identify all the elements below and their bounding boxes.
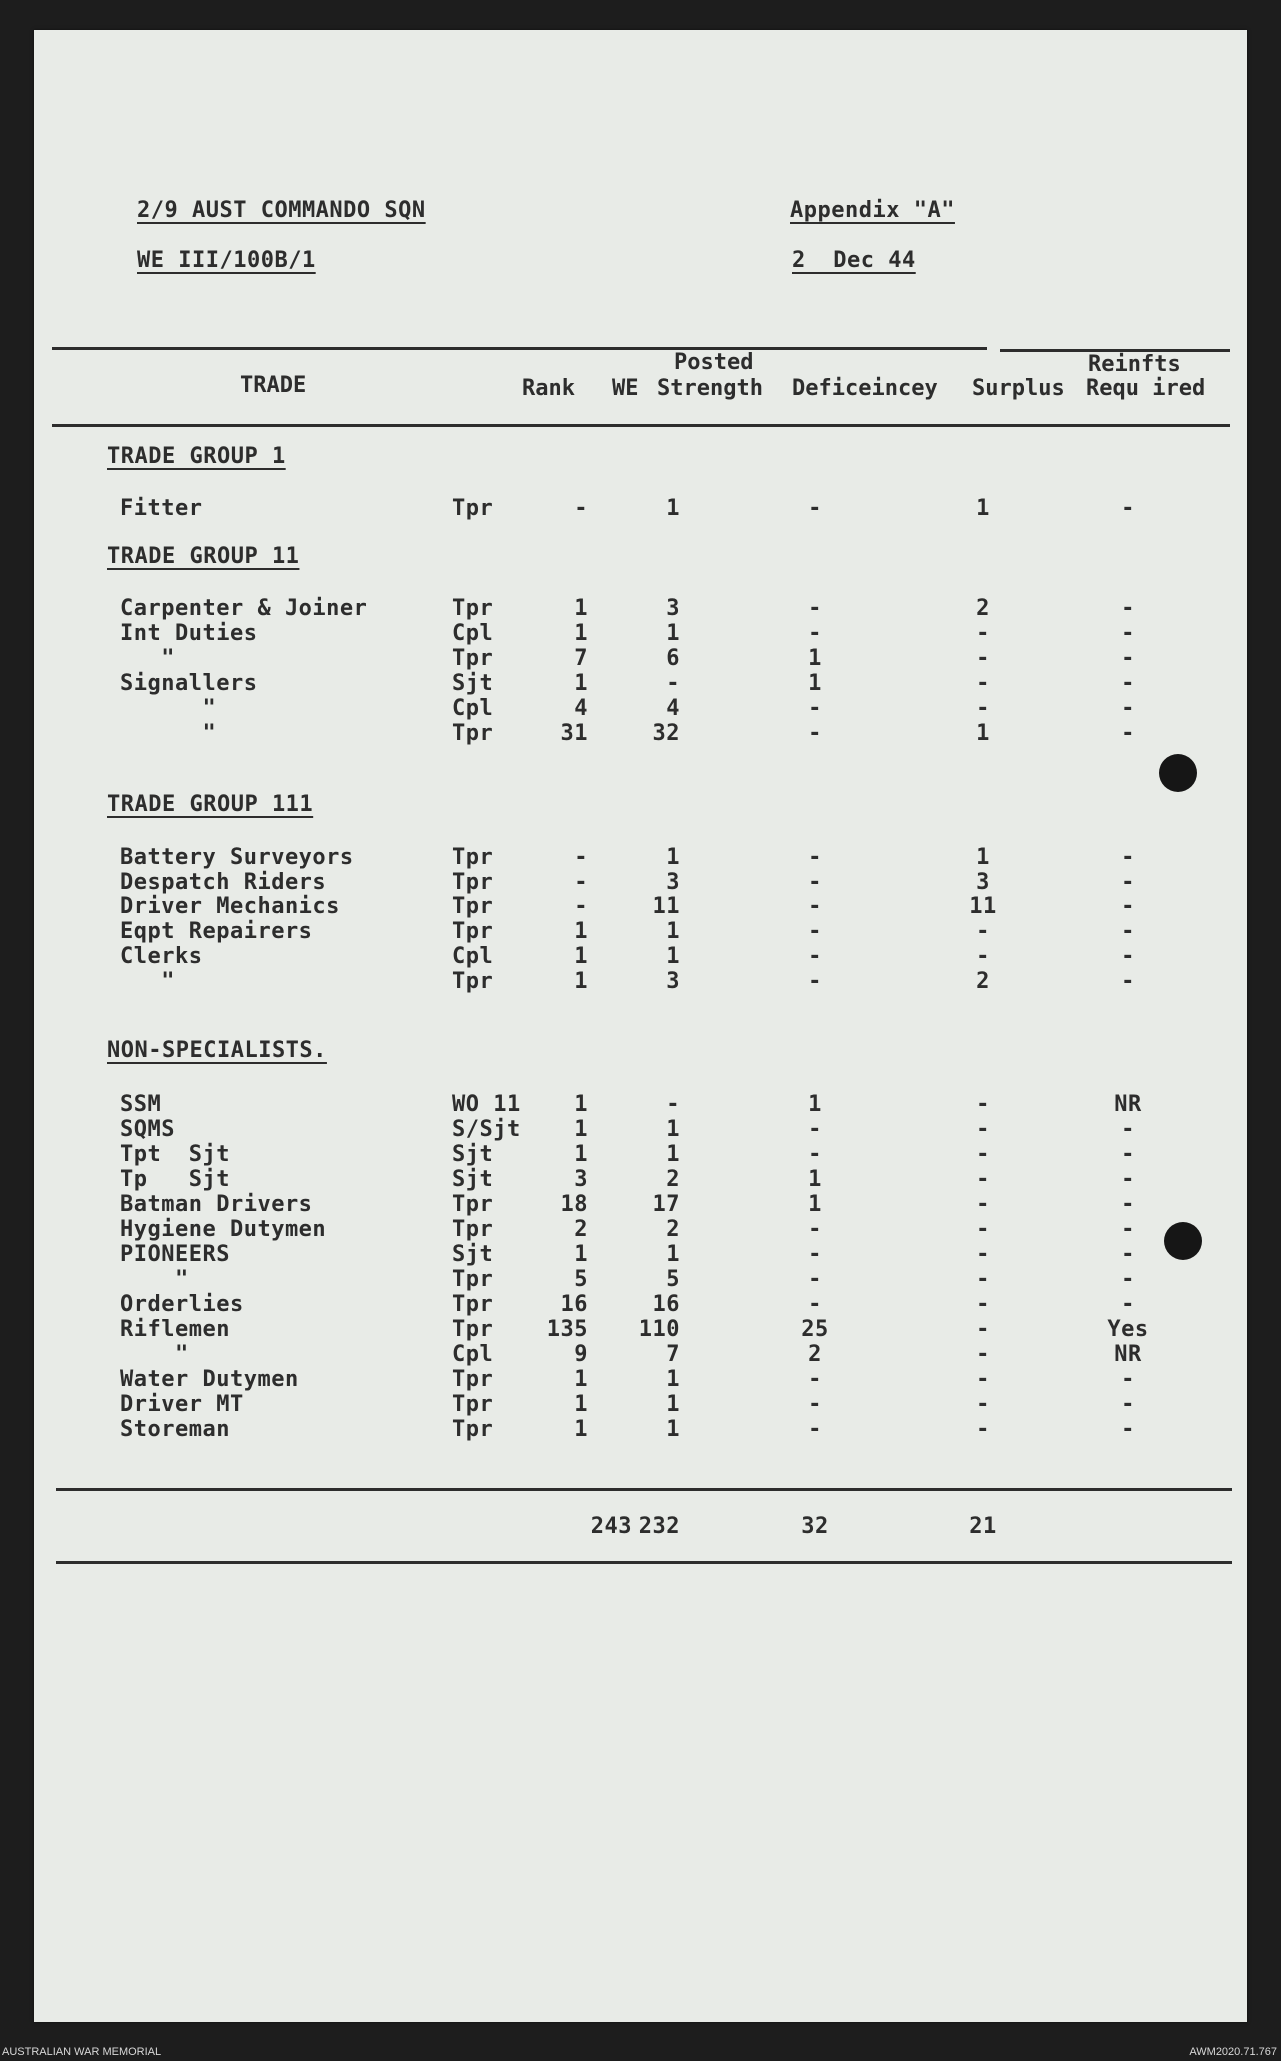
cell-rank: WO 11 (452, 1092, 521, 1117)
cell-rein: - (1121, 894, 1135, 919)
cell-rein: - (1121, 944, 1135, 969)
cell-sur: - (976, 1192, 990, 1217)
table-row (0, 919, 1281, 944)
cell-def: - (808, 1242, 822, 1267)
cell-rank: Tpr (452, 1367, 494, 1392)
table-row (0, 870, 1281, 895)
cell-rein: - (1121, 1392, 1135, 1417)
cell-def: - (808, 1117, 822, 1142)
table-row (0, 1217, 1281, 1242)
cell-rein: - (1121, 919, 1135, 944)
cell-posted: - (666, 671, 680, 696)
cell-we: - (574, 845, 588, 870)
cell-we: 5 (574, 1267, 588, 1292)
cell-def: 1 (808, 1167, 822, 1192)
table-row (0, 1392, 1281, 1417)
table-row (0, 894, 1281, 919)
cell-posted: 3 (666, 596, 680, 621)
cell-trade: Int Duties (120, 621, 258, 646)
table-row (0, 1192, 1281, 1217)
cell-we: 1 (574, 1367, 588, 1392)
cell-def: - (808, 596, 822, 621)
unit-title: 2/9 AUST COMMANDO SQN (137, 198, 426, 223)
cell-trade: Driver Mechanics (120, 894, 340, 919)
cell-posted: 1 (666, 1417, 680, 1442)
cell-trade: Battery Surveyors (120, 845, 354, 870)
table-row (0, 1142, 1281, 1167)
footer-reference: AWM2020.71.767 (1189, 2046, 1277, 2058)
cell-trade: SSM (120, 1092, 162, 1117)
cell-def: 1 (808, 1192, 822, 1217)
cell-posted: 1 (666, 1142, 680, 1167)
trade-group-title: TRADE GROUP 11 (107, 544, 300, 569)
col-rank: Rank (522, 376, 575, 401)
cell-def: 2 (808, 1342, 822, 1367)
cell-we: 1 (574, 596, 588, 621)
cell-sur: - (976, 1242, 990, 1267)
cell-we: 1 (574, 1392, 588, 1417)
totals-row (0, 1514, 1281, 1539)
cell-we: 1 (574, 1242, 588, 1267)
table-row (0, 1117, 1281, 1142)
cell-posted: 2 (666, 1167, 680, 1192)
cell-trade: SQMS (120, 1117, 175, 1142)
cell-sur: 1 (976, 496, 990, 521)
cell-rein: - (1121, 646, 1135, 671)
cell-we: 2 (574, 1217, 588, 1242)
cell-sur: - (976, 696, 990, 721)
cell-rank: Tpr (452, 870, 494, 895)
cell-sur: - (976, 944, 990, 969)
cell-rein: - (1121, 671, 1135, 696)
totals-rule-top (56, 1488, 1232, 1491)
col-reinfts-top: Reinfts (1088, 352, 1181, 377)
cell-trade: Water Dutymen (120, 1367, 299, 1392)
cell-trade: Storeman (120, 1417, 230, 1442)
cell-rank: Tpr (452, 721, 494, 746)
cell-posted: 5 (666, 1267, 680, 1292)
cell-we: 7 (574, 646, 588, 671)
cell-we: 1 (574, 1417, 588, 1442)
cell-rein: - (1121, 1142, 1135, 1167)
cell-posted: 7 (666, 1342, 680, 1367)
cell-posted: 1 (666, 496, 680, 521)
cell-we: 1 (574, 969, 588, 994)
cell-rank: Sjt (452, 1167, 494, 1192)
cell-we: 1 (574, 621, 588, 646)
cell-posted: 32 (652, 721, 680, 746)
cell-we: 16 (560, 1292, 588, 1317)
we-reference: WE III/100B/1 (137, 248, 316, 273)
cell-trade: Orderlies (120, 1292, 244, 1317)
cell-def: - (808, 845, 822, 870)
cell-rank: Sjt (452, 1142, 494, 1167)
cell-trade: Despatch Riders (120, 870, 327, 895)
cell-posted: 11 (652, 894, 680, 919)
cell-posted: 1 (666, 1367, 680, 1392)
cell-trade: Riflemen (120, 1317, 230, 1342)
cell-def: - (808, 919, 822, 944)
cell-we: 1 (574, 919, 588, 944)
cell-rank: Tpr (452, 1267, 494, 1292)
cell-def: - (808, 1417, 822, 1442)
table-row (0, 1367, 1281, 1392)
cell-def: 1 (808, 646, 822, 671)
cell-sur: 1 (976, 845, 990, 870)
cell-rank: Tpr (452, 1417, 494, 1442)
cell-sur: 2 (976, 596, 990, 621)
cell-posted: 17 (652, 1192, 680, 1217)
cell-trade: " (120, 721, 217, 746)
table-row (0, 944, 1281, 969)
cell-def: - (808, 496, 822, 521)
col-reinfts-bottom: Requ ired (1086, 376, 1206, 401)
cell-rank: Tpr (452, 496, 494, 521)
appendix-label: Appendix "A" (790, 198, 955, 223)
cell-rank: Tpr (452, 969, 494, 994)
cell-sur: - (976, 1217, 990, 1242)
table-row (0, 721, 1281, 746)
cell-we: - (574, 496, 588, 521)
cell-rank: Sjt (452, 671, 494, 696)
cell-trade: Clerks (120, 944, 203, 969)
table-row (0, 1292, 1281, 1317)
col-posted-top: Posted (674, 350, 754, 375)
table-row (0, 1317, 1281, 1342)
cell-def: - (808, 721, 822, 746)
cell-sur: - (976, 621, 990, 646)
cell-posted: 1 (666, 621, 680, 646)
cell-posted: 1 (666, 919, 680, 944)
cell-trade: " (120, 1267, 189, 1292)
cell-rein: - (1121, 1292, 1135, 1317)
cell-def: - (808, 621, 822, 646)
cell-def: - (808, 1367, 822, 1392)
cell-rein: - (1121, 1242, 1135, 1267)
cell-we: 31 (560, 721, 588, 746)
cell-rein: - (1121, 696, 1135, 721)
footer-archive: AUSTRALIAN WAR MEMORIAL (2, 2046, 162, 2058)
cell-trade: " (120, 646, 175, 671)
cell-def: - (808, 1142, 822, 1167)
cell-rein: - (1121, 1217, 1135, 1242)
cell-def: - (808, 1267, 822, 1292)
cell-rank: Cpl (452, 621, 494, 646)
cell-sur: - (976, 1392, 990, 1417)
cell-rein: - (1121, 596, 1135, 621)
table-row (0, 1342, 1281, 1367)
cell-rein: NR (1114, 1092, 1142, 1117)
cell-rein: - (1121, 969, 1135, 994)
cell-def: - (808, 1292, 822, 1317)
cell-def: 1 (808, 671, 822, 696)
cell-sur: 1 (976, 721, 990, 746)
cell-rein: - (1121, 1192, 1135, 1217)
total-deficiency: 32 (801, 1514, 829, 1539)
cell-def: - (808, 944, 822, 969)
totals-rule-bottom (56, 1561, 1232, 1564)
cell-trade: Tpt Sjt (120, 1142, 230, 1167)
cell-rank: Cpl (452, 944, 494, 969)
cell-rank: Tpr (452, 1217, 494, 1242)
table-row (0, 1242, 1281, 1267)
cell-rein: NR (1114, 1342, 1142, 1367)
column-header-rule (52, 424, 1230, 427)
cell-we: 1 (574, 1142, 588, 1167)
document-page (34, 30, 1247, 2022)
cell-posted: - (666, 1092, 680, 1117)
table-row (0, 1167, 1281, 1192)
cell-rank: Cpl (452, 696, 494, 721)
cell-trade: Batman Drivers (120, 1192, 313, 1217)
col-deficiency: Deficeincey (792, 376, 938, 401)
cell-rein: - (1121, 1367, 1135, 1392)
cell-we: 1 (574, 671, 588, 696)
cell-we: - (574, 870, 588, 895)
cell-rank: Tpr (452, 919, 494, 944)
table-row (0, 969, 1281, 994)
cell-rein: - (1121, 496, 1135, 521)
cell-posted: 110 (638, 1317, 680, 1342)
cell-posted: 4 (666, 696, 680, 721)
cell-rank: Tpr (452, 1292, 494, 1317)
cell-def: - (808, 894, 822, 919)
cell-sur: - (976, 1342, 990, 1367)
cell-sur: 11 (969, 894, 997, 919)
cell-trade: Tp Sjt (120, 1167, 230, 1192)
cell-def: - (808, 696, 822, 721)
cell-rein: - (1121, 1417, 1135, 1442)
cell-rein: Yes (1107, 1317, 1149, 1342)
table-row (0, 646, 1281, 671)
cell-sur: - (976, 1117, 990, 1142)
cell-posted: 1 (666, 1117, 680, 1142)
trade-group-title: TRADE GROUP 111 (107, 792, 314, 817)
cell-we: 18 (560, 1192, 588, 1217)
cell-rank: Cpl (452, 1342, 494, 1367)
cell-sur: - (976, 646, 990, 671)
table-row (0, 845, 1281, 870)
cell-rein: - (1121, 621, 1135, 646)
cell-posted: 16 (652, 1292, 680, 1317)
table-row (0, 496, 1281, 521)
cell-trade: PIONEERS (120, 1242, 230, 1267)
cell-posted: 1 (666, 944, 680, 969)
table-row (0, 1267, 1281, 1292)
cell-posted: 1 (666, 1242, 680, 1267)
total-posted: 232 (638, 1514, 680, 1539)
cell-posted: 6 (666, 646, 680, 671)
cell-trade: " (120, 1342, 189, 1367)
cell-sur: - (976, 1267, 990, 1292)
cell-def: 1 (808, 1092, 822, 1117)
cell-def: - (808, 1217, 822, 1242)
cell-sur: - (976, 671, 990, 696)
cell-sur: - (976, 1417, 990, 1442)
cell-sur: - (976, 1167, 990, 1192)
cell-rank: Tpr (452, 894, 494, 919)
col-we: WE (612, 376, 639, 401)
cell-sur: - (976, 1292, 990, 1317)
cell-posted: 3 (666, 969, 680, 994)
cell-we: 135 (546, 1317, 588, 1342)
cell-rein: - (1121, 1267, 1135, 1292)
cell-trade: " (120, 696, 217, 721)
trade-group-title: NON-SPECIALISTS. (107, 1038, 327, 1063)
cell-we: 9 (574, 1342, 588, 1367)
table-row (0, 621, 1281, 646)
col-posted-bottom: Strength (657, 376, 763, 401)
col-surplus: Surplus (972, 376, 1065, 401)
cell-trade: Signallers (120, 671, 258, 696)
cell-rein: - (1121, 845, 1135, 870)
cell-rank: Tpr (452, 1192, 494, 1217)
cell-posted: 3 (666, 870, 680, 895)
cell-we: 4 (574, 696, 588, 721)
cell-rein: - (1121, 1167, 1135, 1192)
cell-posted: 1 (666, 845, 680, 870)
cell-we: 1 (574, 944, 588, 969)
col-trade: TRADE (240, 373, 307, 398)
cell-we: 1 (574, 1117, 588, 1142)
cell-sur: - (976, 1367, 990, 1392)
cell-trade: Eqpt Repairers (120, 919, 313, 944)
cell-trade: Fitter (120, 496, 203, 521)
cell-rank: Tpr (452, 845, 494, 870)
cell-sur: - (976, 1092, 990, 1117)
cell-def: 25 (801, 1317, 829, 1342)
cell-we: - (574, 894, 588, 919)
cell-posted: 1 (666, 1392, 680, 1417)
cell-def: - (808, 1392, 822, 1417)
cell-rank: Tpr (452, 646, 494, 671)
cell-rank: Tpr (452, 1317, 494, 1342)
document-date: 2 Dec 44 (792, 248, 916, 273)
cell-posted: 2 (666, 1217, 680, 1242)
punch-hole-top (1159, 754, 1197, 792)
table-row (0, 1417, 1281, 1442)
cell-rank: S/Sjt (452, 1117, 521, 1142)
trade-group-title: TRADE GROUP 1 (107, 444, 286, 469)
cell-rein: - (1121, 721, 1135, 746)
cell-rank: Tpr (452, 596, 494, 621)
cell-rank: Sjt (452, 1242, 494, 1267)
table-row (0, 596, 1281, 621)
header-rule-left (52, 347, 987, 350)
cell-sur: - (976, 1317, 990, 1342)
cell-sur: - (976, 1142, 990, 1167)
cell-trade: Carpenter & Joiner (120, 596, 368, 621)
table-row (0, 696, 1281, 721)
cell-sur: 2 (976, 969, 990, 994)
cell-we: 1 (574, 1092, 588, 1117)
cell-trade: Hygiene Dutymen (120, 1217, 327, 1242)
cell-we: 3 (574, 1167, 588, 1192)
cell-sur: - (976, 919, 990, 944)
cell-rein: - (1121, 870, 1135, 895)
cell-sur: 3 (976, 870, 990, 895)
table-row (0, 671, 1281, 696)
cell-trade: " (120, 969, 175, 994)
cell-def: - (808, 969, 822, 994)
cell-trade: Driver MT (120, 1392, 244, 1417)
cell-rein: - (1121, 1117, 1135, 1142)
cell-def: - (808, 870, 822, 895)
table-row (0, 1092, 1281, 1117)
cell-rank: Tpr (452, 1392, 494, 1417)
total-we: 243 (590, 1514, 632, 1539)
total-surplus: 21 (969, 1514, 997, 1539)
